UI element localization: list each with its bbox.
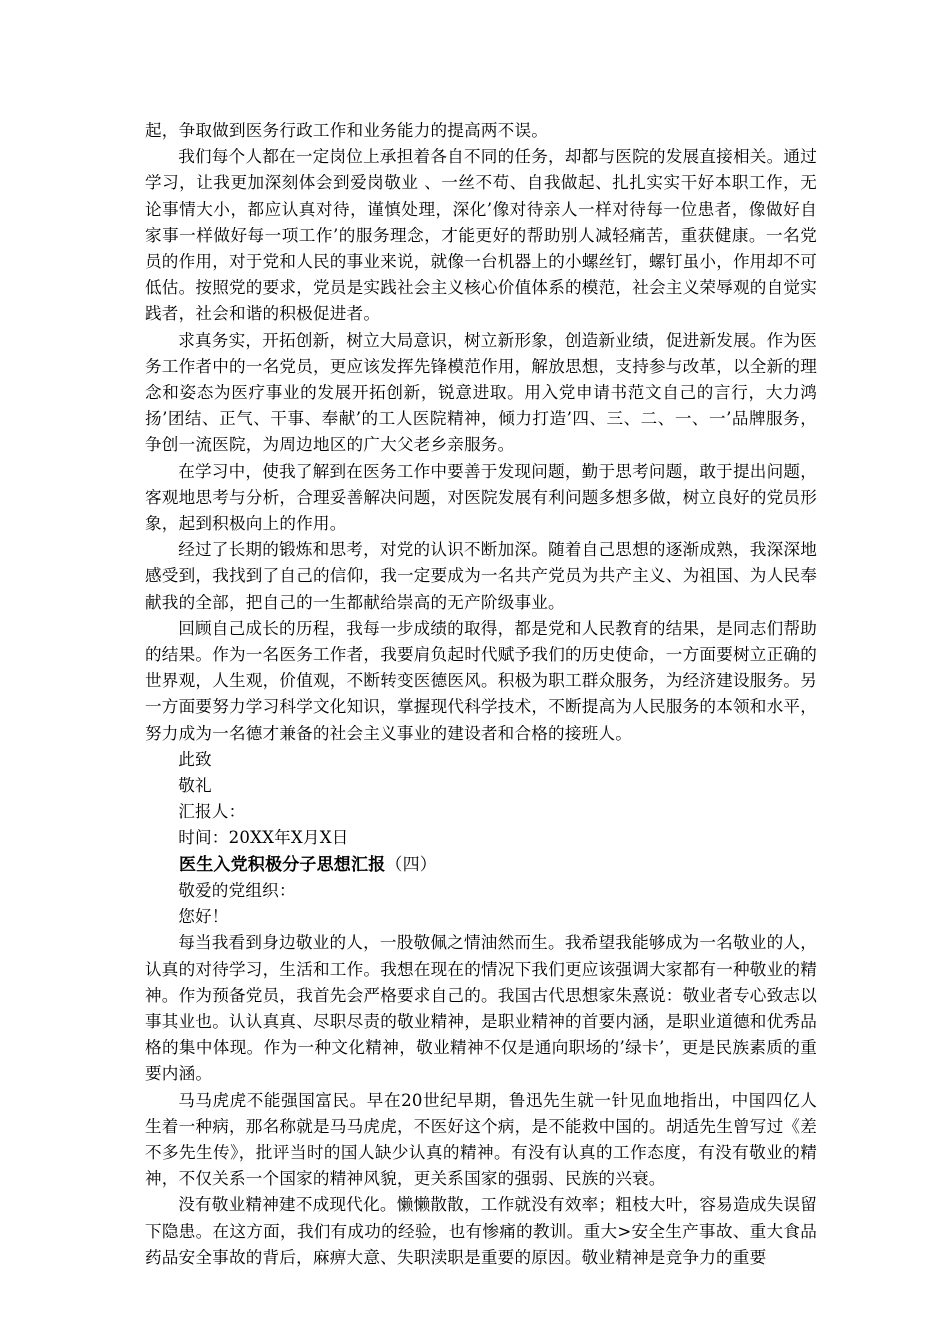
greeting: 敬爱的党组织： <box>178 880 296 900</box>
paragraph: 在学习中，使我了解到在医务工作中要善于发现问题，勤于思考问题，敢于提出问题，客观地思考与分析，合理妥善解决问题，对医院发展有利问题多想多做，树立良好的党员形象，起到积极向上的作用。 <box>145 461 817 534</box>
document-body <box>145 118 817 1271</box>
reporter-line: 汇报人： <box>178 802 246 822</box>
closing-regards: 敬礼 <box>178 776 212 796</box>
paragraph: 每当我看到身边敬业的人，一股敬佩之情油然而生。我希望我能够成为一名敬业的人，认真的对待学习，生活和工作。我想在现在的情况下我们更应该强调大家都有一种敬业的精神。作为预备党员，我首先会严格要求自己的。我国古代思想家朱熹说：敬业者专心致志以事其业也。认认真真、尽职尽责的敬业精神，是职业精神的首要内涵，是职业道德和优秀品格的集中体现。作为一种文化精神，敬业精神不仅是通向职场的’绿卡’，更是民族素质的重要内涵。 <box>145 933 817 1084</box>
paragraph: 没有敬业精神建不成现代化。懒懒散散，工作就没有效率；粗枝大叶，容易造成失误留下隐患。在这方面，我们有成功的经验，也有惨痛的教训。重大>安全生产事故、重大食品药品安全事故的背后，麻痹大意、失职渎职是重要的原因。敬业精神是竞争力的重要 <box>145 1195 817 1267</box>
paragraph: 马马虎虎不能强国富民。早在20世纪早期，鲁迅先生就一针见血地指出，中国四亿人生着一种病，那名称就是马马虎虎，不医好这个病，是不能救中国的。胡适先生曾写过《差不多先生传》，批评当时的国人缺少认真的精神。有没有认真的工作态度，有没有敬业的精神，不仅关系一个国家的精神风貌，更关系国家的强弱、民族的兴衰。 <box>145 1090 817 1189</box>
paragraph: 起，争取做到医务行政工作和业务能力的提高两不误。 <box>145 121 549 140</box>
paragraph: 我们每个人都在一定岗位上承担着各自不同的任务，却都与医院的发展直接相关。通过学习，让我更加深刻体会到爱岗敬业 、一丝不苟、自我做起、扎扎实实干好本职工作，无论事情大小，都应认真对待，谨慎处理，深化’像对待亲人一样对待每一位患者，像做好自家事一样做好每一项工作’的服务理念，才能更好的帮助别人减轻痛苦，重获健康。一名党员的作用，对于党和人民的事业来说，就像一台机器上的小螺丝钉，螺钉虽小，作用却不可低估。按照党的要求，党员是实践社会主义核心价值体系的模范，社会主义荣辱观的自觉实践者，社会和谐的积极促进者。 <box>145 147 817 324</box>
section-title-text: 医生入党积极分子思想汇报 <box>179 854 386 875</box>
paragraph: 经过了长期的锻炼和思考，对党的认识不断加深。随着自己思想的逐渐成熟，我深深地感受到，我找到了自己的信仰，我一定要成为一名共产党员为共产主义、为祖国、为人民奉献我的全部，把自己的一生都献给崇高的无产阶级事业。 <box>145 540 817 612</box>
date-line: 时间：20XX年X月X日 <box>178 828 349 848</box>
paragraph: 回顾自己成长的历程，我每一步成绩的取得，都是党和人民教育的结果，是同志们帮助的结果。作为一名医务工作者，我要肩负起时代赋予我们的历史使命，一方面要树立正确的世界观，人生观，价值观，不断转变医德医风。积极为职工群众服务，为经济建设服务。另一方面要努力学习科学文化知识，掌握现代科学技术，不断提高为人民服务的本领和水平，努力成为一名德才兼备的社会主义事业的建设者和合格的接班人。 <box>145 618 817 743</box>
paragraph: 求真务实，开拓创新，树立大局意识，树立新形象，创造新业绩，促进新发展。作为医务工作者中的一名党员，更应该发挥先锋模范作用，解放思想，支持参与改革，以全新的理念和姿态为医疗事业的发展开拓创新，锐意进取。用入党申请书范文自己的言行，大力鸿扬’团结、正气、干事、奉献’的工人医院精神，倾力打造’四、三、二、一、一’品牌服务，争创一流医院，为周边地区的广大父老乡亲服务。 <box>145 330 817 455</box>
closing-salutation: 此致 <box>178 749 212 769</box>
section-title-suffix: （四） <box>385 854 438 875</box>
hello-line: 您好！ <box>178 907 229 927</box>
section-title <box>145 852 817 878</box>
